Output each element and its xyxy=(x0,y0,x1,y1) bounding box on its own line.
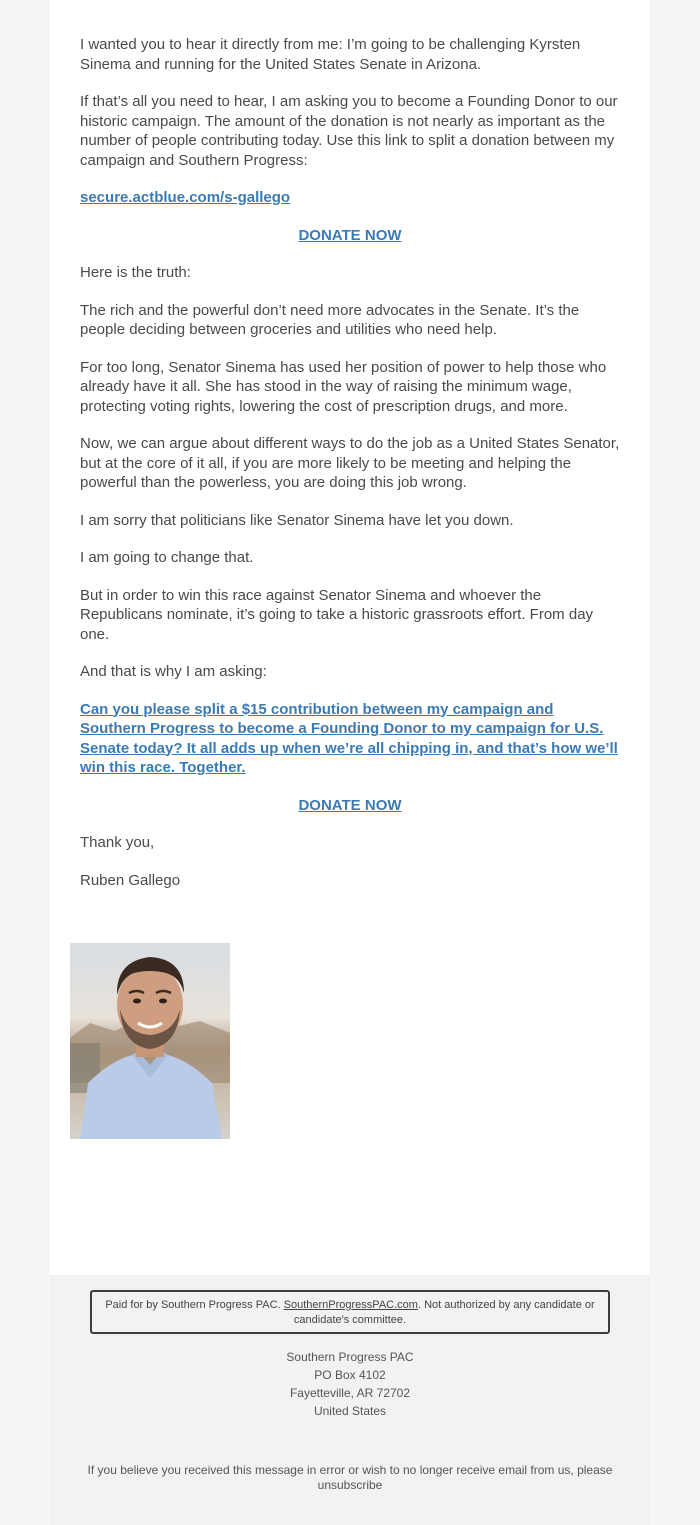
signature: Ruben Gallego xyxy=(80,871,181,889)
email-container xyxy=(50,0,650,1525)
contribution-ask-link[interactable]: Can you please split a $15 contribution between my campaign and Southern Progress to become a Founding Donor to my campaign for U.S. Senate today? It all adds up when we’re all chipping in, and that’s how we’ll win this race. Together. xyxy=(80,700,618,776)
donate-now-button-1[interactable]: DONATE NOW xyxy=(298,226,402,244)
disclaimer-text-pre: Paid for by Southern Progress PAC. xyxy=(105,1299,284,1311)
paragraph-grassroots: But in order to win this race against Senator Sinema and whoever the Republicans nominate, it’s going to take a historic grassroots effort. From day one. xyxy=(80,586,594,643)
email-footer xyxy=(50,1275,650,1525)
email-body xyxy=(80,35,620,908)
paragraph-change: I am going to change that. xyxy=(80,549,254,566)
address-line: PO Box 4102 xyxy=(314,1368,386,1382)
portrait-illustration xyxy=(70,943,230,1139)
actblue-link[interactable]: secure.actblue.com/s-gallego xyxy=(80,189,291,206)
paragraph-sinema-record: For too long, Senator Sinema has used her position of power to help those who already have it all. She has stood in the way of raising the minimum wage, protecting voting rights, lowering the cost of prescription drugs, and more. xyxy=(80,358,607,415)
candidate-photo xyxy=(70,943,230,1139)
disclaimer-text-post: . Not authorized by any candidate or candidate's committee. xyxy=(293,1299,595,1326)
address-line: Fayetteville, AR 72702 xyxy=(289,1386,411,1400)
paragraph-advocates: The rich and the powerful don’t need more advocates in the Senate. It’s the people deciding between groceries and utilities who need help. xyxy=(80,301,580,338)
paid-for-disclaimer xyxy=(90,1290,610,1334)
paragraph-intro: I wanted you to hear it directly from me: I’m going to be challenging Kyrsten Sinema and running for the United States Senate in Arizona. xyxy=(80,36,581,73)
paragraph-sorry: I am sorry that politicians like Senator Sinema have let you down. xyxy=(80,511,514,529)
mailing-address xyxy=(50,1348,650,1420)
email-content xyxy=(50,0,650,1275)
southern-progress-link[interactable]: SouthernProgressPAC.com xyxy=(283,1299,418,1311)
paragraph-truth: Here is the truth: xyxy=(80,264,191,281)
address-line: Southern Progress PAC xyxy=(286,1350,414,1364)
signoff: Thank you, xyxy=(80,834,155,851)
paragraph-asking: And that is why I am asking: xyxy=(80,663,267,680)
donate-now-button-2[interactable]: DONATE NOW xyxy=(298,796,402,814)
paragraph-founding-donor: If that’s all you need to hear, I am asking you to become a Founding Donor to our historic campaign. The amount of the donation is not nearly as important as the number of people contributing today. Use this link to split a donation between my campaign and Southern Progress: xyxy=(80,93,618,169)
paragraph-argue: Now, we can argue about different ways to do the job as a United States Senator, but at the core of it all, if you are more likely to be meeting and helping the powerful than the powerless, you are doing this job wrong. xyxy=(80,435,620,491)
unsubscribe-notice[interactable]: If you believe you received this message in error or wish to no longer receive email from us, please unsubscribe xyxy=(87,1463,613,1492)
address-line: United States xyxy=(313,1404,387,1418)
